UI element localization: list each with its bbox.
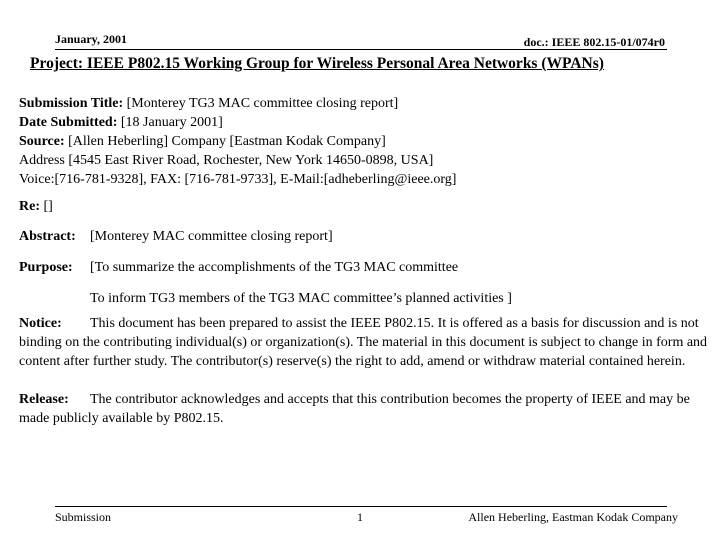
re-line — [19, 197, 53, 216]
notice-paragraph — [19, 314, 714, 371]
contact-line: Voice:[716-781-9328], FAX: [716-781-9733], E-Mail:[adheberling@ieee.org] — [19, 172, 457, 187]
notice-label: Notice: — [19, 316, 62, 331]
date-submitted-line — [19, 113, 223, 132]
submission-title-label: Submission Title: — [19, 96, 124, 111]
page-title: Project: IEEE P802.15 Working Group for Wireless Personal Area Networks (WPANs) — [30, 55, 604, 72]
date-submitted-label: Date Submitted: — [19, 115, 118, 130]
submission-title-value: [Monterey TG3 MAC committee closing report] — [126, 96, 399, 111]
header-rule — [55, 49, 667, 50]
purpose-label: Purpose: — [19, 260, 73, 275]
date-submitted-value: [18 January 2001] — [120, 115, 223, 130]
footer-submission: Submission — [55, 510, 112, 524]
release-label: Release: — [19, 392, 69, 407]
address-line: Address [4545 East River Road, Rochester, New York 14650-0898, USA] — [19, 153, 434, 168]
header-date: January, 2001 — [55, 32, 128, 46]
abstract-label: Abstract: — [19, 229, 76, 244]
re-value: [] — [43, 199, 53, 214]
source-label: Source: — [19, 134, 65, 149]
header-doc-id: doc.: IEEE 802.15-01/074r0 — [523, 35, 665, 49]
purpose-line-2: To inform TG3 members of the TG3 MAC committee’s planned activities ] — [90, 291, 512, 306]
abstract-value: [Monterey MAC committee closing report] — [90, 229, 333, 244]
release-paragraph — [19, 390, 714, 428]
source-line — [19, 132, 386, 151]
source-value: [Allen Heberling] Company [Eastman Kodak Company] — [68, 134, 386, 149]
release-text: The contributor acknowledges and accepts that this contribution becomes the property of IEEE and may be made publicly available by P802.15. — [19, 392, 690, 426]
purpose-line-1: [To summarize the accomplishments of the TG3 MAC committee — [90, 260, 459, 275]
footer-page-number: 1 — [357, 510, 363, 524]
notice-text: This document has been prepared to assist the IEEE P802.15. It is offered as a basis for discussion and is not binding on the contributing individual(s) or organization(s). The material in this document is subject to change in form and content after further study. The contributor(s) reserve(s) the right to add, amend or withdraw material contained herein. — [19, 316, 708, 369]
re-label: Re: — [19, 199, 40, 214]
submission-title-line — [19, 94, 398, 113]
footer-author: Allen Heberling, Eastman Kodak Company — [468, 510, 678, 524]
footer-rule — [55, 506, 667, 507]
